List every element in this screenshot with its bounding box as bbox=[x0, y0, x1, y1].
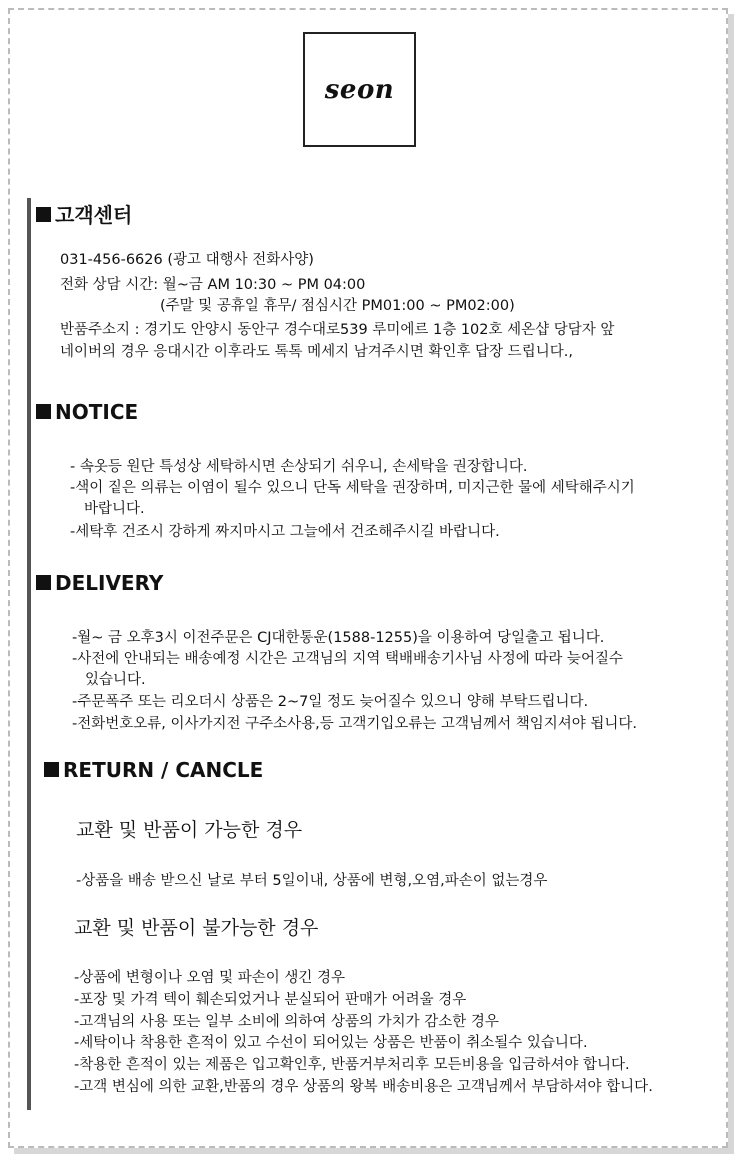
cs-hours-note: (주말 및 공휴일 휴무/ 점심시간 PM01:00 ~ PM02:00) bbox=[160, 298, 515, 314]
notice-line: 바랍니다. bbox=[84, 501, 145, 517]
square-bullet-icon bbox=[44, 762, 59, 777]
delivery-heading-text: DELIVERY bbox=[55, 571, 164, 595]
square-bullet-icon bbox=[36, 404, 51, 419]
returns-impossible-line: -포장 및 가격 텍이 훼손되었거나 분실되어 판매가 어려울 경우 bbox=[74, 992, 467, 1008]
returns-impossible-line: -고객님의 사용 또는 일부 소비에 의하여 상품의 가치가 감소한 경우 bbox=[74, 1014, 499, 1030]
delivery-line: 있습니다. bbox=[85, 672, 146, 688]
returns-impossible-line: -고객 변심에 의한 교환,반품의 경우 상품의 왕복 배송비용은 고객님께서 부담하셔야 합니다. bbox=[74, 1079, 653, 1095]
notice-line: - 속옷등 원단 특성상 세탁하시면 손상되기 쉬우니, 손세탁을 권장합니다. bbox=[70, 459, 528, 475]
returns-possible-line: -상품을 배송 받으신 날로 부터 5일이내, 상품에 변형,오염,파손이 없는경우 bbox=[76, 873, 548, 889]
delivery-line: -주문폭주 또는 리오더시 상품은 2~7일 정도 늦어질수 있으니 양해 부탁드립니다. bbox=[72, 694, 589, 710]
frame-shadow-right bbox=[728, 14, 734, 1152]
notice-heading-text: NOTICE bbox=[55, 400, 139, 424]
returns-impossible-line: -상품에 변형이나 오염 및 파손이 생긴 경우 bbox=[74, 970, 346, 986]
notice-line: -세탁후 건조시 강하게 짜지마시고 그늘에서 건조해주시길 바랍니다. bbox=[70, 524, 500, 540]
square-bullet-icon bbox=[36, 575, 51, 590]
returns-possible-title: 교환 및 반품이 가능한 경우 bbox=[76, 819, 303, 841]
notice-heading bbox=[36, 400, 138, 424]
returns-impossible-title: 교환 및 반품이 불가능한 경우 bbox=[74, 917, 319, 939]
brand-logo: seon bbox=[324, 74, 395, 105]
cs-address: 반품주소지 : 경기도 안양시 동안구 경수대로539 루미에르 1층 102호 세온샵 당담자 앞 bbox=[60, 322, 615, 338]
cs-phone: 031-456-6626 (광고 대행사 전화사양) bbox=[60, 252, 314, 268]
frame-shadow-bottom bbox=[14, 1148, 734, 1154]
cs-naver-note: 네이버의 경우 응대시간 이후라도 톡톡 메세지 남겨주시면 확인후 답장 드립니다., bbox=[60, 344, 573, 360]
delivery-heading bbox=[36, 571, 163, 595]
delivery-line: -월~ 금 오후3시 이전주문은 CJ대한통운(1588-1255)을 이용하여 당일출고 됩니다. bbox=[72, 630, 605, 646]
returns-heading-text: RETURN / CANCLE bbox=[63, 758, 264, 782]
delivery-line: -사전에 안내되는 배송예정 시간은 고객님의 지역 택배배송기사님 사정에 따라 늦어질수 bbox=[72, 651, 623, 667]
cs-hours: 전화 상담 시간: 월~금 AM 10:30 ~ PM 04:00 bbox=[60, 277, 366, 293]
notice-line: -색이 짙은 의류는 이염이 될수 있으니 단독 세탁을 권장하며, 미지근한 물에 세탁해주시기 bbox=[70, 480, 635, 496]
delivery-line: -전화번호오류, 이사가지전 구주소사용,등 고객기입오류는 고객님께서 책임지셔야 됩니다. bbox=[72, 716, 637, 732]
logo-box bbox=[303, 32, 416, 147]
returns-impossible-line: -착용한 흔적이 있는 제품은 입고확인후, 반품거부처리후 모든비용을 입금하셔야 합니다. bbox=[74, 1057, 630, 1073]
square-bullet-icon bbox=[36, 207, 51, 222]
returns-heading bbox=[44, 758, 263, 782]
cs-heading bbox=[36, 199, 132, 228]
section-left-bar bbox=[27, 198, 31, 1110]
returns-impossible-line: -세탁이나 착용한 흔적이 있고 수선이 되어있는 상품은 반품이 취소될수 있습니다. bbox=[74, 1035, 588, 1051]
cs-heading-text: 고객센터 bbox=[55, 203, 133, 227]
